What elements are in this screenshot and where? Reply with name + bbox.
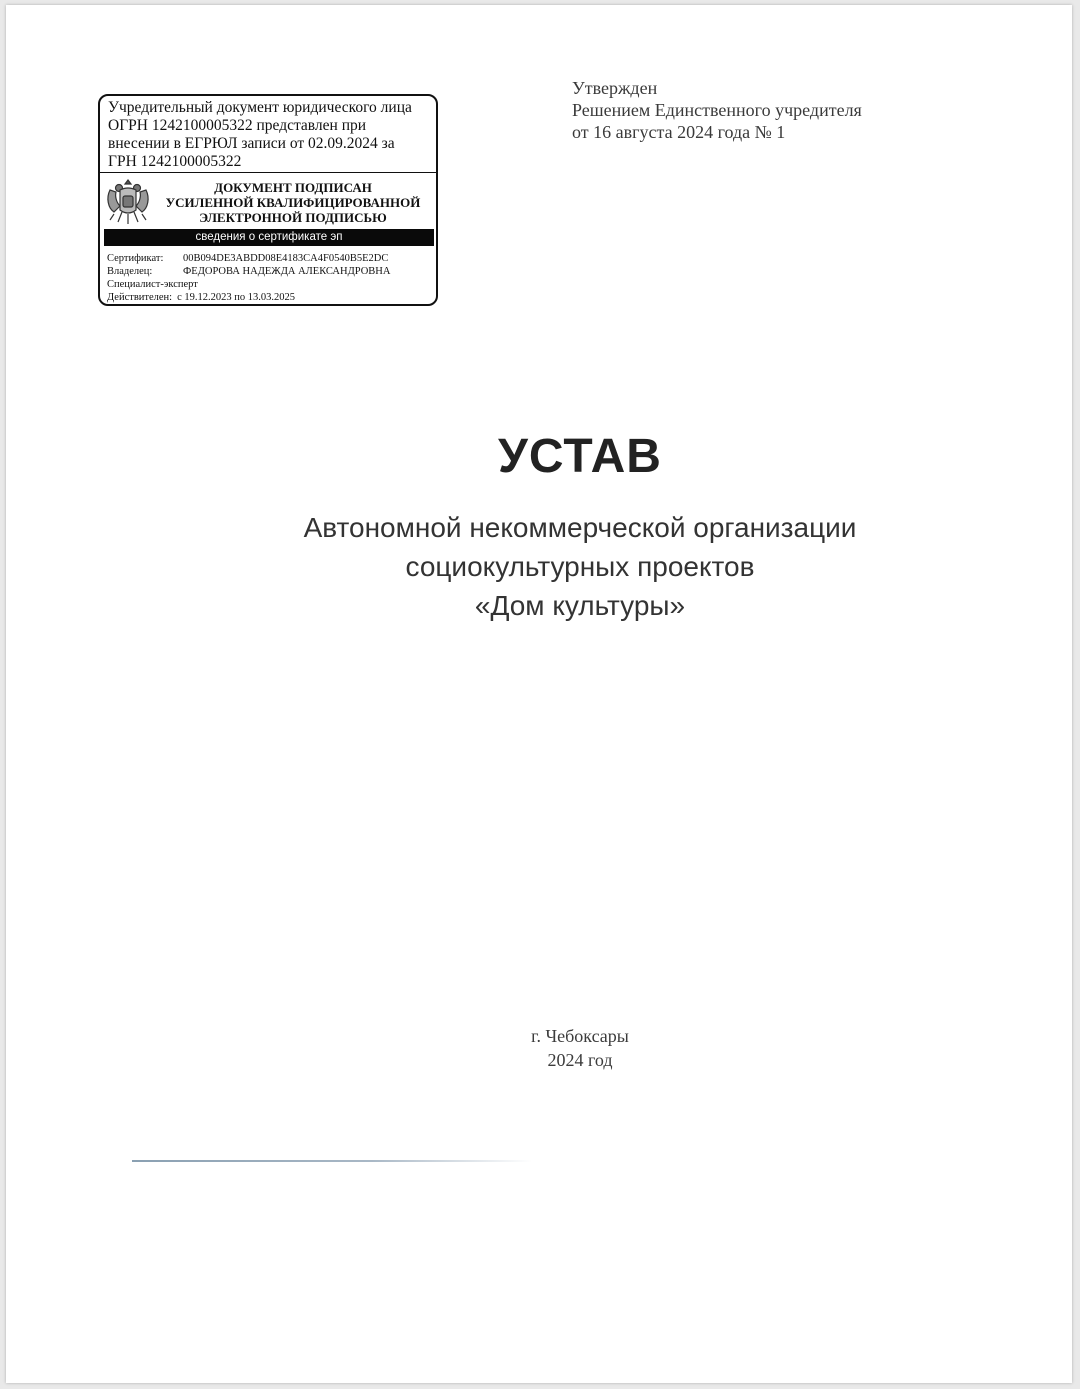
- owner-row: [107, 265, 437, 278]
- certificate-info-bar: сведения о сертификате эп: [104, 229, 434, 246]
- owner-label: Владелец:: [107, 266, 153, 277]
- signed-line: ЭЛЕКТРОННОЙ ПОДПИСЬЮ: [199, 210, 387, 225]
- signed-line: УСИЛЕННОЙ КВАЛИФИЦИРОВАННОЙ: [165, 195, 421, 210]
- approval-line: Утвержден: [572, 78, 658, 98]
- approval-line: Решением Единственного учредителя: [572, 100, 862, 120]
- subtitle-line: «Дом культуры»: [474, 590, 686, 621]
- owner-value: ФЕДОРОВА НАДЕЖДА АЛЕКСАНДРОВНА: [183, 266, 391, 277]
- registration-line: внесении в ЕГРЮЛ записи от 02.09.2024 за: [108, 135, 395, 152]
- year: 2024 год: [547, 1050, 613, 1070]
- scan-line-artifact: [132, 1160, 532, 1162]
- coat-of-arms-icon: [104, 176, 152, 228]
- valid-value: с 19.12.2023 по 13.03.2025: [177, 292, 295, 303]
- organization-name: [6, 508, 1080, 625]
- registration-line: Учредительный документ юридического лица: [108, 99, 412, 116]
- subtitle-line: Автономной некоммерческой организации: [303, 512, 857, 543]
- valid-label: Действителен:: [107, 292, 173, 303]
- place-and-year: [6, 1024, 1080, 1072]
- document-page: [6, 5, 1072, 1383]
- certificate-value: 00B094DE3ABDD08E4183CA4F0540B5E2DC: [183, 253, 389, 264]
- position-row: [107, 278, 437, 291]
- city: г. Чебоксары: [531, 1026, 629, 1046]
- certificate-label: Сертификат:: [107, 253, 164, 264]
- registration-line: ГРН 1242100005322: [108, 153, 242, 170]
- signed-title: [158, 180, 428, 225]
- registration-stamp: [98, 94, 438, 306]
- owner-position: Специалист-эксперт: [107, 279, 198, 290]
- certificate-details: [107, 252, 437, 304]
- signed-line: ДОКУМЕНТ ПОДПИСАН: [214, 180, 372, 195]
- stamp-divider: [100, 172, 436, 173]
- approval-line: от 16 августа 2024 года № 1: [572, 122, 786, 142]
- approval-block: [572, 77, 862, 143]
- registration-line: ОГРН 1242100005322 представлен при: [108, 117, 367, 134]
- subtitle-line: социокультурных проектов: [405, 551, 755, 582]
- document-title: УСТАВ: [498, 430, 662, 483]
- valid-row: [107, 291, 437, 304]
- registration-text: [108, 99, 433, 171]
- certificate-row: [107, 252, 437, 265]
